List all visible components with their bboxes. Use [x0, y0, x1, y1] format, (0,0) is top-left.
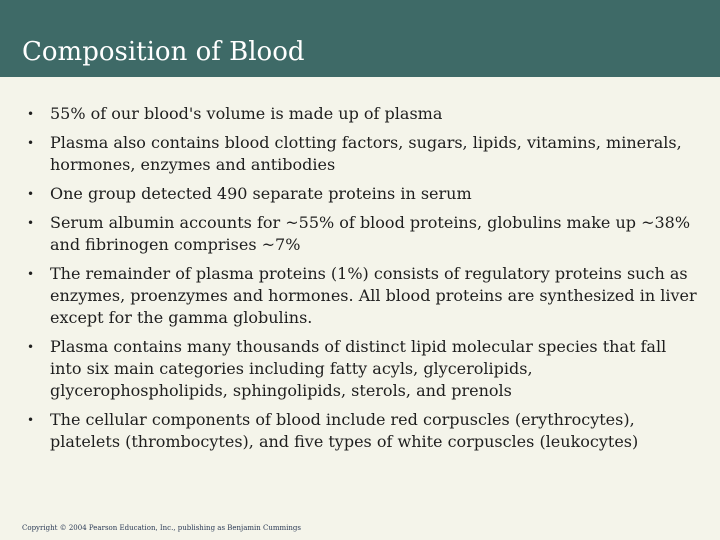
bullet-text: One group detected 490 separate proteins in serum — [50, 184, 472, 203]
bullet-dot-icon: • — [27, 216, 35, 230]
bullet-dot-icon: • — [27, 187, 35, 201]
bullet-item — [27, 183, 697, 205]
bullet-text: Serum albumin accounts for ~55% of blood proteins, globulins make up ~38% and fibrinogen comprises ~7% — [50, 213, 691, 254]
bullet-dot-icon: • — [27, 136, 35, 150]
bullet-dot-icon: • — [27, 340, 35, 354]
bullet-text: The remainder of plasma proteins (1%) consists of regulatory proteins such as enzymes, proenzymes and hormones. All blood proteins are synthesized in liver except for the gamma globulins. — [50, 264, 697, 327]
bullet-item — [27, 103, 697, 125]
bullet-list — [27, 103, 697, 460]
bullet-item — [27, 409, 697, 453]
bullet-text: 55% of our blood's volume is made up of plasma — [50, 104, 443, 123]
title-bar — [0, 0, 720, 77]
bullet-item — [27, 132, 697, 176]
bullet-item — [27, 336, 697, 402]
bullet-text: Plasma also contains blood clotting factors, sugars, lipids, vitamins, minerals, hormones, enzymes and antibodies — [50, 133, 682, 174]
bullet-item — [27, 212, 697, 256]
bullet-item — [27, 263, 697, 329]
bullet-dot-icon: • — [27, 413, 35, 427]
slide-title: Composition of Blood — [22, 37, 305, 67]
bullet-dot-icon: • — [27, 267, 35, 281]
bullet-text: Plasma contains many thousands of distinct lipid molecular species that fall into six main categories including fatty acyls, glycerolipids, glycerophospholipids, sphingolipids, sterols, and prenols — [50, 337, 667, 400]
bullet-text: The cellular components of blood include red corpuscles (erythrocytes), platelets (thrombocytes), and five types of white corpuscles (leukocytes) — [50, 410, 639, 451]
bullet-dot-icon: • — [27, 107, 35, 121]
copyright-footer: Copyright © 2004 Pearson Education, Inc., publishing as Benjamin Cummings — [22, 524, 301, 532]
